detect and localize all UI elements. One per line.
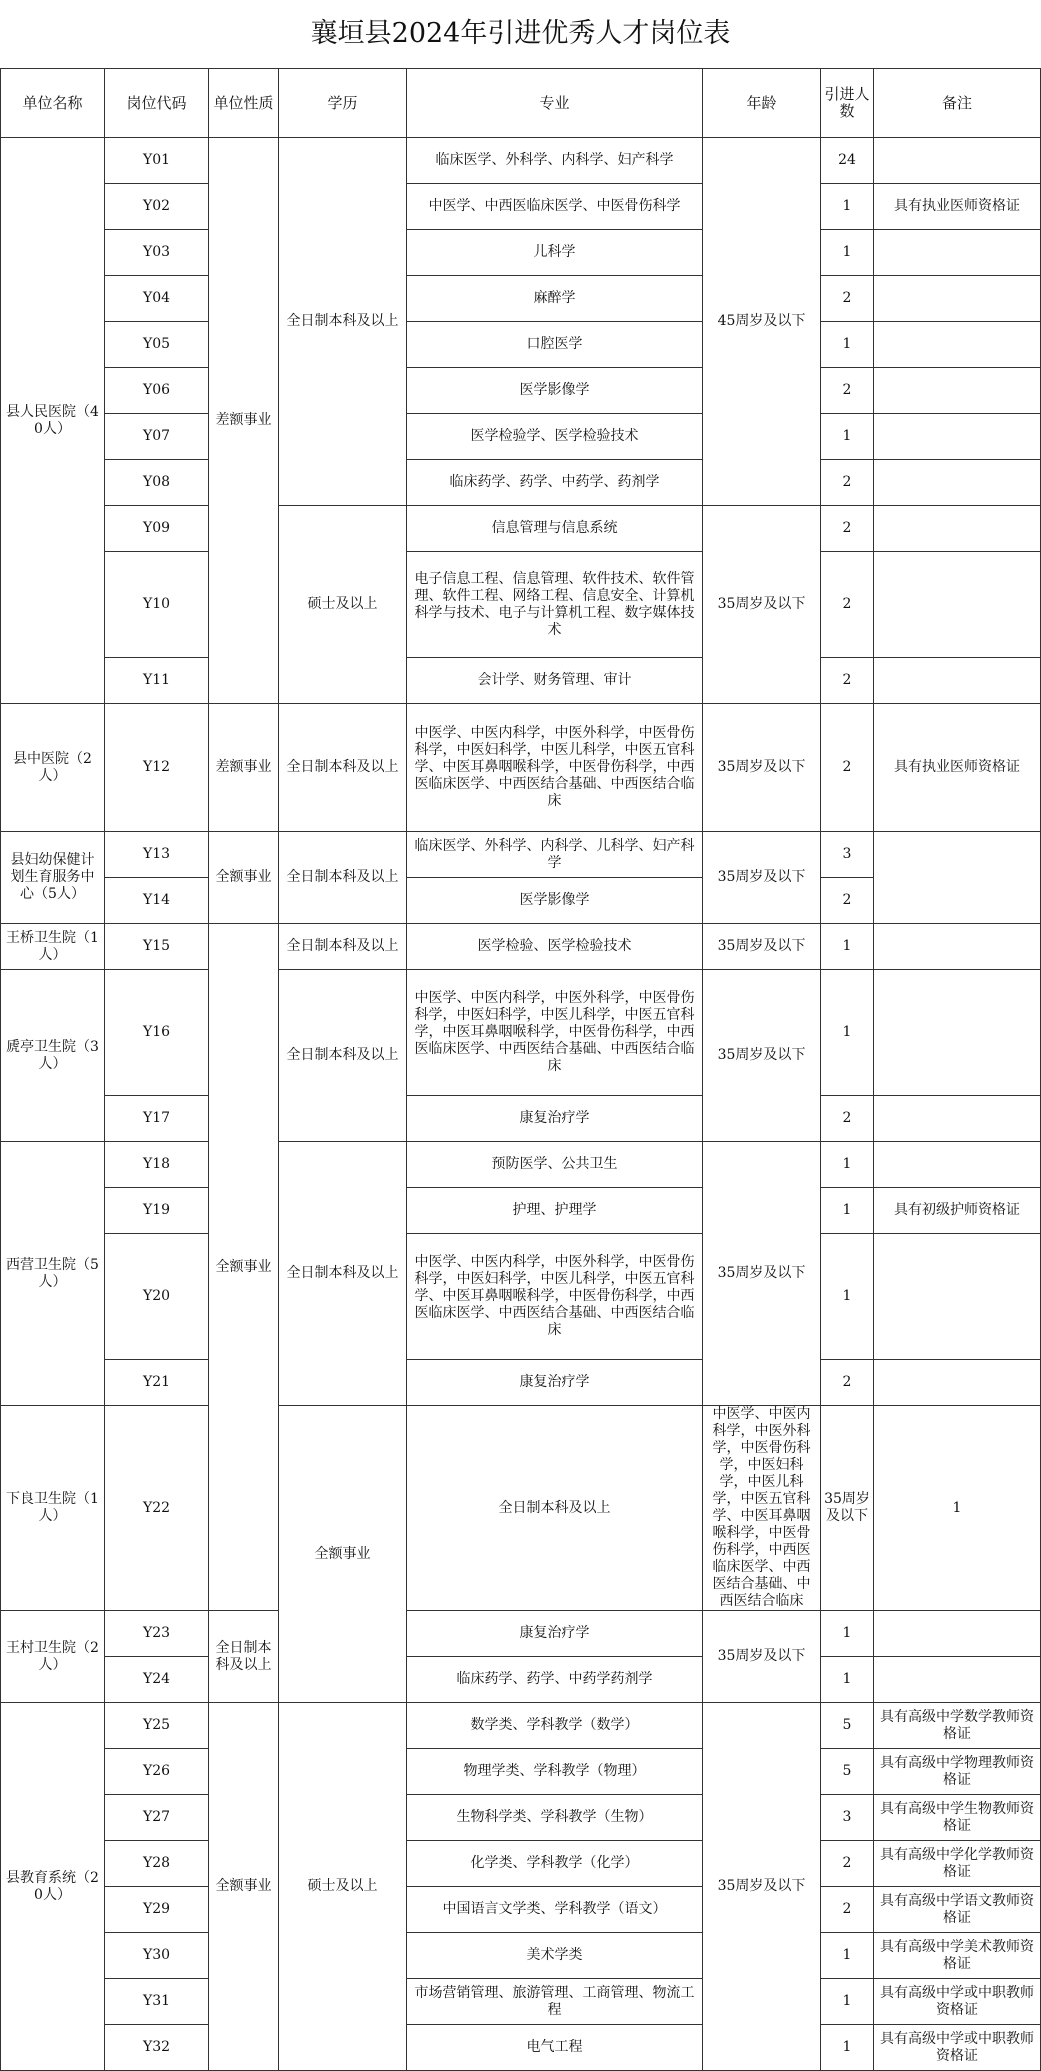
- code-cell: Y13: [105, 832, 209, 878]
- code-cell: Y25: [105, 1703, 209, 1749]
- note-cell: 具有高级中学化学教师资格证: [874, 1841, 1041, 1887]
- note-cell: [874, 368, 1041, 414]
- note-cell: [874, 1611, 1041, 1657]
- count-cell: 1: [821, 322, 874, 368]
- table-row: [1, 230, 1041, 276]
- major-cell: 中医学、中医内科学，中医外科学，中医骨伤科学，中医妇科学，中医儿科学，中医五官科学，中医耳鼻咽喉科学，中医骨伤科学，中西医临床医学、中西医结合基础、中西医结合临床: [407, 970, 703, 1096]
- unit-cell: 虒亭卫生院（3人）: [1, 970, 105, 1142]
- table-row: [1, 368, 1041, 414]
- major-cell: 医学影像学: [407, 878, 703, 924]
- age-cell: 35周岁及以下: [821, 1406, 874, 1611]
- table-row: [1, 1887, 1041, 1933]
- code-cell: Y02: [105, 184, 209, 230]
- unit-cell: 王村卫生院（2人）: [1, 1611, 105, 1703]
- table-row: [1, 1406, 1041, 1611]
- major-cell: 物理学类、学科教学（物理）: [407, 1749, 703, 1795]
- count-cell: 2: [821, 276, 874, 322]
- nature-cell: 差额事业: [209, 704, 279, 832]
- table-row: [1, 460, 1041, 506]
- nature-cell: 全额事业: [209, 832, 279, 924]
- note-cell: [874, 924, 1041, 970]
- unit-cell: 下良卫生院（1人）: [1, 1406, 105, 1611]
- code-cell: Y12: [105, 704, 209, 832]
- table-row: [1, 1703, 1041, 1749]
- note-cell: [874, 1657, 1041, 1703]
- major-cell: 电气工程: [407, 2025, 703, 2071]
- age-cell: 35周岁及以下: [703, 970, 821, 1142]
- major-cell: 临床医学、外科学、内科学、儿科学、妇产科学: [407, 832, 703, 878]
- header-major: 专业: [407, 69, 703, 138]
- code-cell: Y14: [105, 878, 209, 924]
- code-cell: Y31: [105, 1979, 209, 2025]
- major-cell: 预防医学、公共卫生: [407, 1142, 703, 1188]
- note-cell: 具有初级护师资格证: [874, 1188, 1041, 1234]
- code-cell: Y21: [105, 1360, 209, 1406]
- header-age: 年龄: [703, 69, 821, 138]
- major-cell: 临床药学、药学、中药学、药剂学: [407, 460, 703, 506]
- note-cell: [874, 414, 1041, 460]
- major-cell: 康复治疗学: [407, 1360, 703, 1406]
- major-cell: 医学影像学: [407, 368, 703, 414]
- count-cell: 3: [821, 832, 874, 878]
- table-row: [1, 184, 1041, 230]
- age-cell: 35周岁及以下: [703, 506, 821, 704]
- code-cell: Y27: [105, 1795, 209, 1841]
- code-cell: Y09: [105, 506, 209, 552]
- note-cell: [874, 460, 1041, 506]
- table-row: [1, 322, 1041, 368]
- code-cell: Y23: [105, 1611, 209, 1657]
- note-cell: 具有高级中学美术教师资格证: [874, 1933, 1041, 1979]
- count-cell: 1: [821, 970, 874, 1096]
- count-cell: 2: [821, 506, 874, 552]
- major-cell: 临床医学、外科学、内科学、妇产科学: [407, 138, 703, 184]
- count-cell: 1: [821, 1188, 874, 1234]
- major-cell: 电子信息工程、信息管理、软件技术、软件管理、软件工程、网络工程、信息安全、计算机科学与技术、电子与计算机工程、数字媒体技术: [407, 552, 703, 658]
- table-row: [1, 552, 1041, 658]
- table-row: [1, 704, 1041, 832]
- count-cell: 2: [821, 1841, 874, 1887]
- code-cell: Y06: [105, 368, 209, 414]
- major-cell: 中医学、中西医临床医学、中医骨伤科学: [407, 184, 703, 230]
- age-cell: 45周岁及以下: [703, 138, 821, 506]
- note-cell: [874, 1234, 1041, 1360]
- table-row: [1, 1657, 1041, 1703]
- code-cell: Y07: [105, 414, 209, 460]
- count-cell: 1: [821, 1234, 874, 1360]
- table-row: [1, 1841, 1041, 1887]
- note-cell: [874, 506, 1041, 552]
- unit-cell: 王桥卫生院（1人）: [1, 924, 105, 970]
- major-cell: 数学类、学科教学（数学）: [407, 1703, 703, 1749]
- note-cell: [874, 276, 1041, 322]
- note-cell: 具有高级中学语文教师资格证: [874, 1887, 1041, 1933]
- major-cell: 中医学、中医内科学，中医外科学，中医骨伤科学，中医妇科学，中医儿科学，中医五官科学、中医耳鼻咽喉科学，中医骨伤科学，中西医临床医学、中西医结合基础、中西医结合临床: [703, 1406, 821, 1611]
- header-note: 备注: [874, 69, 1041, 138]
- note-cell: 具有高级中学物理教师资格证: [874, 1749, 1041, 1795]
- code-cell: Y11: [105, 658, 209, 704]
- count-cell: 1: [874, 1406, 1041, 1611]
- note-cell: [874, 230, 1041, 276]
- unit-cell: 县人民医院（40人）: [1, 138, 105, 704]
- note-cell: 具有高级中学生物教师资格证: [874, 1795, 1041, 1841]
- note-cell: [874, 1360, 1041, 1406]
- count-cell: 3: [821, 1795, 874, 1841]
- education-cell: 全日制本科及以上: [279, 970, 407, 1142]
- note-cell: 具有高级中学数学教师资格证: [874, 1703, 1041, 1749]
- code-cell: Y19: [105, 1188, 209, 1234]
- table-row: [1, 1142, 1041, 1188]
- major-cell: 中医学、中医内科学，中医外科学，中医骨伤科学，中医妇科学，中医儿科学，中医五官科学、中医耳鼻咽喉科学，中医骨伤科学，中西医临床医学、中西医结合基础、中西医结合临床: [407, 1234, 703, 1360]
- table-row: [1, 1979, 1041, 2025]
- count-cell: 1: [821, 184, 874, 230]
- header-unit: 单位名称: [1, 69, 105, 138]
- count-cell: 24: [821, 138, 874, 184]
- code-cell: Y32: [105, 2025, 209, 2071]
- code-cell: Y18: [105, 1142, 209, 1188]
- major-cell: 医学检验、医学检验技术: [407, 924, 703, 970]
- major-cell: 市场营销管理、旅游管理、工商管理、物流工程: [407, 1979, 703, 2025]
- note-cell: [874, 1096, 1041, 1142]
- education-cell: 全日制本科及以上: [279, 704, 407, 832]
- code-cell: Y29: [105, 1887, 209, 1933]
- age-cell: 35周岁及以下: [703, 832, 821, 924]
- positions-table: [0, 68, 1041, 2071]
- note-cell: 具有执业医师资格证: [874, 184, 1041, 230]
- count-cell: 1: [821, 924, 874, 970]
- code-cell: Y05: [105, 322, 209, 368]
- count-cell: 1: [821, 1142, 874, 1188]
- count-cell: 2: [821, 368, 874, 414]
- note-cell: 具有执业医师资格证: [874, 704, 1041, 832]
- major-cell: 中医学、中医内科学，中医外科学，中医骨伤科学，中医妇科学，中医儿科学，中医五官科学、中医耳鼻咽喉科学，中医骨伤科学，中西医临床医学、中西医结合基础、中西医结合临床: [407, 704, 703, 832]
- code-cell: Y30: [105, 1933, 209, 1979]
- table-row: [1, 1933, 1041, 1979]
- table-row: [1, 1611, 1041, 1657]
- code-cell: Y15: [105, 924, 209, 970]
- major-cell: 生物科学类、学科教学（生物）: [407, 1795, 703, 1841]
- nature-cell: 差额事业: [209, 138, 279, 704]
- age-cell: 35周岁及以下: [703, 924, 821, 970]
- table-row: [1, 832, 1041, 878]
- table-row: [1, 924, 1041, 970]
- nature-cell: 全额事业: [209, 924, 279, 1611]
- count-cell: 2: [821, 1096, 874, 1142]
- count-cell: 5: [821, 1703, 874, 1749]
- unit-cell: 县妇幼保健计划生育服务中心（5人）: [1, 832, 105, 924]
- education-cell: 全日制本科及以上: [209, 1611, 279, 1703]
- major-cell: 美术学类: [407, 1933, 703, 1979]
- table-row: [1, 658, 1041, 704]
- code-cell: Y08: [105, 460, 209, 506]
- major-cell: 医学检验学、医学检验技术: [407, 414, 703, 460]
- note-cell: [874, 1142, 1041, 1188]
- count-cell: 2: [821, 704, 874, 832]
- table-row: [1, 138, 1041, 184]
- count-cell: 2: [821, 552, 874, 658]
- count-cell: 1: [821, 1657, 874, 1703]
- count-cell: 2: [821, 658, 874, 704]
- table-row: [1, 414, 1041, 460]
- code-cell: Y10: [105, 552, 209, 658]
- code-cell: Y26: [105, 1749, 209, 1795]
- code-cell: Y03: [105, 230, 209, 276]
- table-row: [1, 506, 1041, 552]
- major-cell: 口腔医学: [407, 322, 703, 368]
- code-cell: Y04: [105, 276, 209, 322]
- table-row: [1, 276, 1041, 322]
- unit-cell: 县中医院（2人）: [1, 704, 105, 832]
- note-cell: 具有高级中学或中职教师资格证: [874, 2025, 1041, 2071]
- education-cell: 硕士及以上: [279, 506, 407, 704]
- note-cell: 具有高级中学或中职教师资格证: [874, 1979, 1041, 2025]
- code-cell: Y22: [105, 1406, 209, 1611]
- age-cell: 35周岁及以下: [703, 1611, 821, 1703]
- code-cell: Y01: [105, 138, 209, 184]
- major-cell: 化学类、学科教学（化学）: [407, 1841, 703, 1887]
- note-cell: [874, 138, 1041, 184]
- code-cell: Y24: [105, 1657, 209, 1703]
- table-row: [1, 1234, 1041, 1360]
- note-cell: [874, 322, 1041, 368]
- age-cell: 35周岁及以下: [703, 1142, 821, 1406]
- education-cell: 全日制本科及以上: [279, 924, 407, 970]
- header-nature: 单位性质: [209, 69, 279, 138]
- count-cell: 1: [821, 414, 874, 460]
- education-cell: 全日制本科及以上: [279, 138, 407, 506]
- table-row: [1, 1795, 1041, 1841]
- table-row: [1, 1360, 1041, 1406]
- count-cell: 1: [821, 1933, 874, 1979]
- nature-cell: 全额事业: [209, 1703, 279, 2071]
- major-cell: 中国语言文学类、学科教学（语文）: [407, 1887, 703, 1933]
- education-cell: 硕士及以上: [279, 1703, 407, 2071]
- header-row: [1, 69, 1041, 138]
- count-cell: 1: [821, 230, 874, 276]
- note-cell: [874, 832, 1041, 924]
- code-cell: Y17: [105, 1096, 209, 1142]
- count-cell: 1: [821, 2025, 874, 2071]
- age-cell: 35周岁及以下: [703, 704, 821, 832]
- header-education: 学历: [279, 69, 407, 138]
- count-cell: 2: [821, 1360, 874, 1406]
- major-cell: 康复治疗学: [407, 1096, 703, 1142]
- education-cell: 全日制本科及以上: [407, 1406, 703, 1611]
- note-cell: [874, 658, 1041, 704]
- major-cell: 临床药学、药学、中药学药剂学: [407, 1657, 703, 1703]
- code-cell: Y28: [105, 1841, 209, 1887]
- unit-cell: 西营卫生院（5人）: [1, 1142, 105, 1406]
- count-cell: 2: [821, 460, 874, 506]
- major-cell: 麻醉学: [407, 276, 703, 322]
- code-cell: Y20: [105, 1234, 209, 1360]
- education-cell: 全日制本科及以上: [279, 832, 407, 924]
- table-row: [1, 1749, 1041, 1795]
- major-cell: 信息管理与信息系统: [407, 506, 703, 552]
- count-cell: 2: [821, 878, 874, 924]
- unit-cell: 县教育系统（20人）: [1, 1703, 105, 2071]
- table-row: [1, 1096, 1041, 1142]
- count-cell: 1: [821, 1611, 874, 1657]
- note-cell: [874, 970, 1041, 1096]
- major-cell: 康复治疗学: [407, 1611, 703, 1657]
- table-row: [1, 2025, 1041, 2071]
- education-cell: 全日制本科及以上: [279, 1142, 407, 1406]
- major-cell: 会计学、财务管理、审计: [407, 658, 703, 704]
- table-row: [1, 1188, 1041, 1234]
- code-cell: Y16: [105, 970, 209, 1096]
- count-cell: 2: [821, 1887, 874, 1933]
- age-cell: 35周岁及以下: [703, 1703, 821, 2071]
- count-cell: 5: [821, 1749, 874, 1795]
- count-cell: 1: [821, 1979, 874, 2025]
- note-cell: [874, 552, 1041, 658]
- major-cell: 儿科学: [407, 230, 703, 276]
- header-code: 岗位代码: [105, 69, 209, 138]
- nature-cell: 全额事业: [279, 1406, 407, 1703]
- page-title: 襄垣县2024年引进优秀人才岗位表: [310, 18, 731, 49]
- header-count: 引进人数: [821, 69, 874, 138]
- table-row: [1, 970, 1041, 1096]
- major-cell: 护理、护理学: [407, 1188, 703, 1234]
